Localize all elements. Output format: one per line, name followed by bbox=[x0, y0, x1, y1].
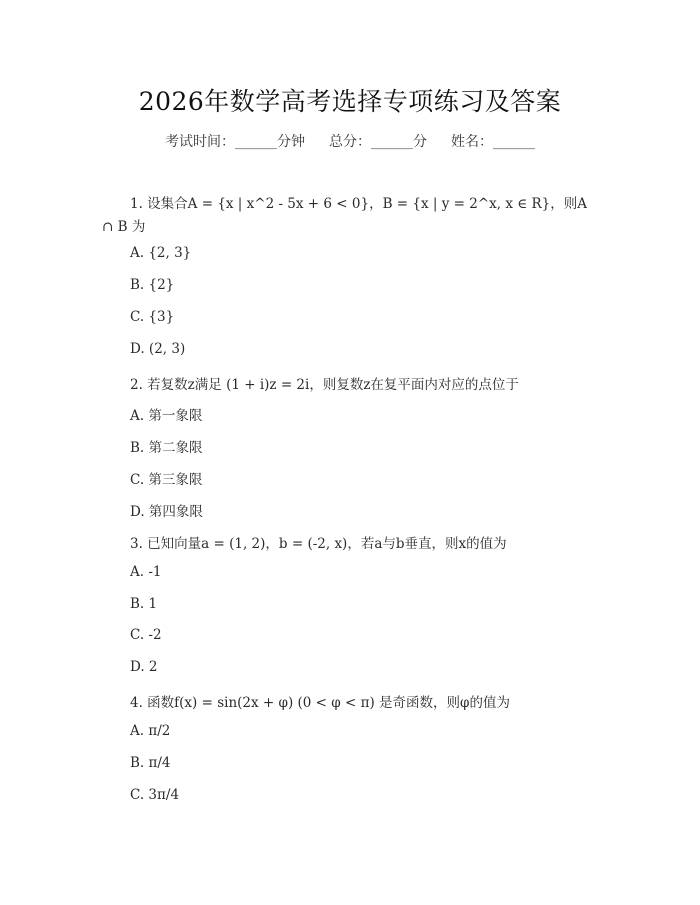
question-1-option-a: A. {2, 3} bbox=[130, 245, 192, 261]
question-1-option-c: C. {3} bbox=[130, 309, 175, 325]
student-name-field: 姓名：______ bbox=[451, 134, 535, 150]
question-4-option-b: B. π/4 bbox=[130, 755, 171, 771]
question-2-option-d: D. 第四象限 bbox=[130, 504, 203, 520]
question-3-option-a: A. -1 bbox=[130, 564, 162, 580]
exam-time-field: 考试时间：______分钟 bbox=[165, 134, 305, 150]
question-1-option-b: B. {2} bbox=[130, 277, 175, 293]
exam-info-row bbox=[0, 131, 700, 151]
question-1-option-d: D. (2, 3) bbox=[130, 341, 186, 357]
question-4-option-c: C. 3π/4 bbox=[130, 787, 180, 803]
question-3-option-c: C. -2 bbox=[130, 627, 162, 643]
question-4-stem: 4. 函数f(x) = sin(2x + φ) (0 < φ < π) 是奇函数，则φ的值为 bbox=[130, 695, 511, 711]
question-3-option-d: D. 2 bbox=[130, 659, 158, 675]
page-title: 2026年数学高考选择专项练习及答案 bbox=[138, 87, 562, 116]
question-1-stem: 1. 设集合A = {x | x^2 - 5x + 6 < 0}，B = {x | y = 2^x, x ∈ R}，则A bbox=[130, 196, 588, 212]
question-3-option-b: B. 1 bbox=[130, 596, 158, 612]
exam-score-field: 总分：______分 bbox=[329, 134, 427, 150]
question-2-option-c: C. 第三象限 bbox=[130, 472, 203, 488]
question-4-option-a: A. π/2 bbox=[130, 723, 171, 739]
question-2-option-a: A. 第一象限 bbox=[130, 408, 203, 424]
question-2-option-b: B. 第二象限 bbox=[130, 440, 203, 456]
question-1-stem-cont: ∩ B 为 bbox=[102, 219, 146, 235]
question-2-stem: 2. 若复数z满足 (1 + i)z = 2i，则复数z在复平面内对应的点位于 bbox=[130, 377, 519, 393]
question-3-stem: 3. 已知向量a = (1, 2)，b = (-2, x)，若a与b垂直，则x的值为 bbox=[130, 536, 507, 552]
